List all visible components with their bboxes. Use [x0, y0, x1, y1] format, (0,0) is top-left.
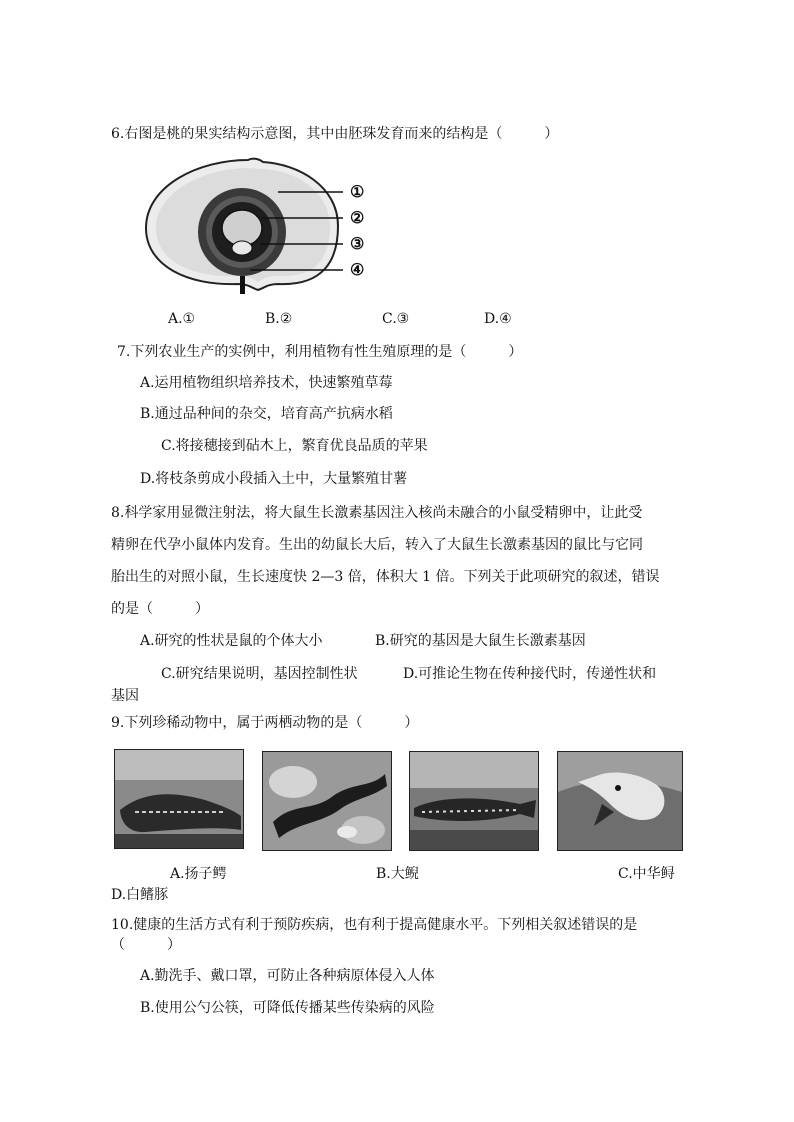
q7-stem: 7.下列农业生产的实例中，利用植物有性生殖原理的是（ ） — [117, 344, 523, 360]
photo-chinese-sturgeon — [409, 751, 539, 851]
q10-stem-line-1: 10.健康的生活方式有利于预防疾病，也有利于提高健康水平。下列相关叙述错误的是 — [111, 917, 638, 933]
sturgeon-image — [410, 752, 538, 850]
q10-option-b[interactable]: B.使用公勺公筷，可降低传播某些传染病的风险 — [140, 1000, 435, 1016]
q8-stem-line-4: 的是（ ） — [111, 601, 209, 617]
peach-fruit-svg — [138, 156, 378, 296]
alligator-image — [115, 750, 243, 848]
peach-fruit-diagram — [138, 156, 378, 296]
q6-stem: 6.右图是桃的果实结构示意图，其中由胚珠发育而来的结构是（ ） — [111, 126, 559, 142]
q7-option-c[interactable]: C.将接穗接到砧木上，繁育优良品质的苹果 — [161, 438, 428, 454]
q8-option-b[interactable]: B.研究的基因是大鼠生长激素基因 — [375, 633, 586, 649]
salamander-image — [263, 752, 391, 850]
q8-option-c[interactable]: C.研究结果说明，基因控制性状 — [161, 666, 358, 682]
q6-option-b[interactable]: B.② — [265, 311, 293, 327]
q8-stem-line-1: 8.科学家用显微注射法，将大鼠生长激素基因注入核尚未融合的小鼠受精卵中，让此受 — [111, 505, 643, 521]
figure-label-3: ③ — [350, 234, 365, 253]
q6-option-d[interactable]: D.④ — [484, 311, 512, 327]
q9-option-d[interactable]: D.白鳍豚 — [111, 887, 169, 903]
q7-option-a[interactable]: A.运用植物组织培养技术，快速繁殖草莓 — [140, 375, 393, 391]
figure-label-1: ① — [350, 182, 365, 201]
q9-option-a[interactable]: A.扬子鳄 — [170, 866, 227, 882]
q7-option-d[interactable]: D.将枝条剪成小段插入土中，大量繁殖甘薯 — [140, 471, 408, 487]
figure-label-2: ② — [350, 208, 365, 227]
q10-option-a[interactable]: A.勤洗手、戴口罩，可防止各种病原体侵入人体 — [140, 968, 435, 984]
q8-option-d-cont: 基因 — [111, 688, 139, 704]
q6-option-a[interactable]: A.① — [168, 311, 196, 327]
figure-label-4: ④ — [350, 260, 365, 279]
dolphin-image — [558, 752, 682, 850]
q8-stem-line-3: 胎出生的对照小鼠，生长速度快 2—3 倍，体积大 1 倍。下列关于此项研究的叙述，错误 — [111, 569, 660, 585]
q9-stem: 9.下列珍稀动物中，属于两栖动物的是（ ） — [111, 715, 419, 731]
photo-giant-salamander — [262, 751, 392, 851]
photo-baiji-dolphin — [557, 751, 683, 851]
q6-option-c[interactable]: C.③ — [382, 311, 410, 327]
q9-option-c[interactable]: C.中华鲟 — [618, 866, 675, 882]
q8-option-d[interactable]: D.可推论生物在传种接代时，传递性状和 — [403, 666, 657, 682]
photo-alligator — [114, 749, 244, 849]
q8-stem-line-2: 精卵在代孕小鼠体内发育。生出的幼鼠长大后，转入了大鼠生长激素基因的鼠比与它同 — [111, 537, 643, 553]
q9-option-b[interactable]: B.大鲵 — [376, 866, 419, 882]
q8-option-a[interactable]: A.研究的性状是鼠的个体大小 — [140, 633, 323, 649]
q7-option-b[interactable]: B.通过品种间的杂交，培育高产抗病水稻 — [140, 406, 393, 422]
q10-stem-line-2: （ ） — [111, 937, 181, 953]
